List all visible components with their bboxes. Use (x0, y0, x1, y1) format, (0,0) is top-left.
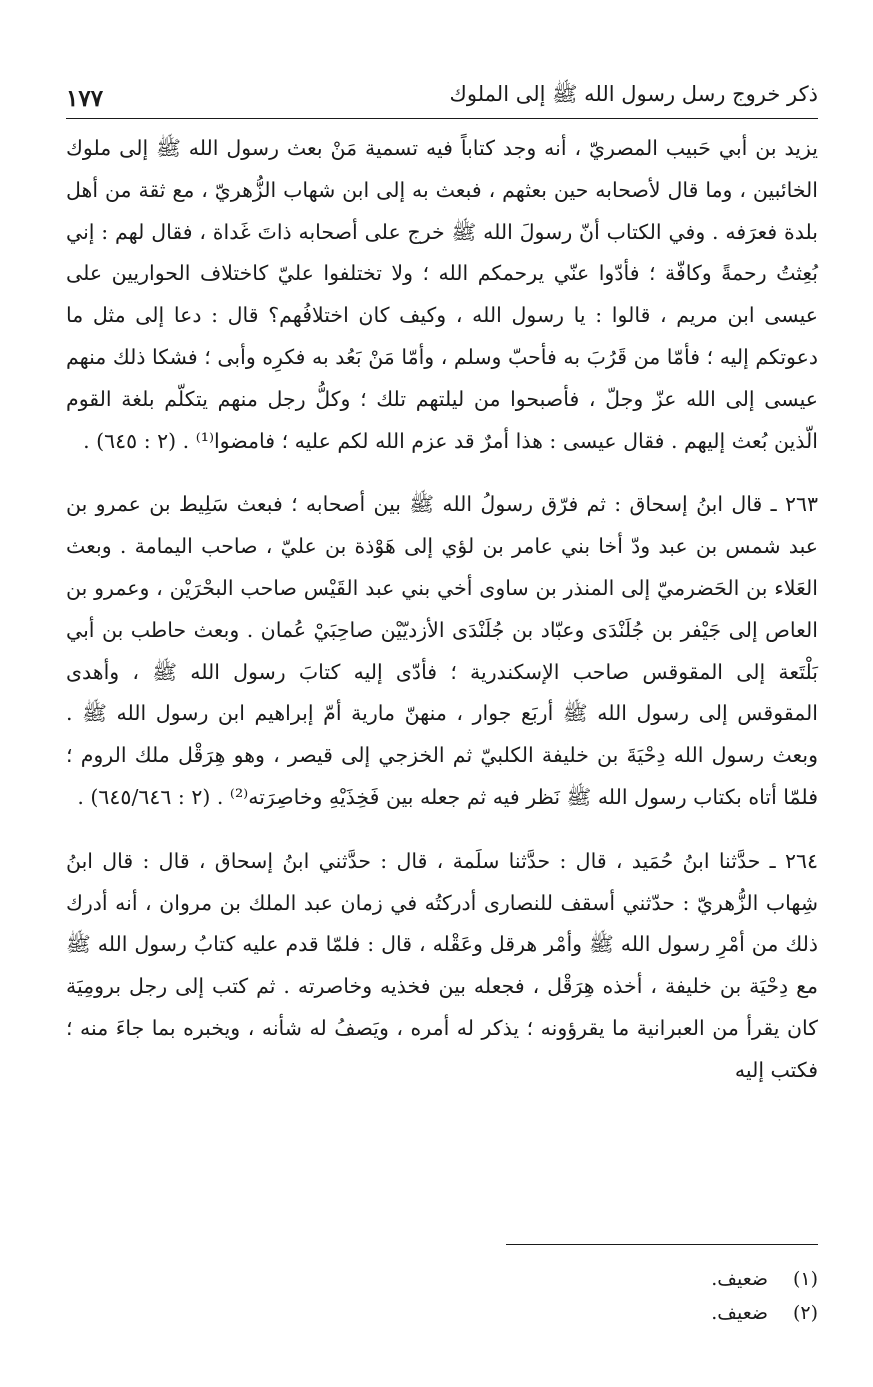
paragraph-263: ٢٦٣ ـ قال ابنُ إسحاق : ثم فرّق رسولُ الله ﷺ بين أصحابه ؛ فبعث سَلِيط بن عمرو بن عبد شمس بن عبد ودّ أخا بني عامر بن لؤي إلى هَوْذة بن عليّ ، صاحب اليمامة . وبعث العَلاء بن الحَضرميّ إلى المنذر بن ساوى أخي بني عبد القَيْس صاحب البحْرَيْن ، وعمرو بن العاص إلى جَيْفر بن جُلَنْدَى وعبّاد بن جُلَنْدَى الأزديّيْن صاحِبَيْ عُمان . وبعث حاطب بن أبي بَلْتَعة إلى المقوقس صاحب الإسكندرية ؛ فأدّى إليه كتابَ رسول الله ﷺ ، وأهدى المقوقس إلى رسول الله ﷺ أربَع جوار ، منهنّ مارية أمّ إبراهيم ابن رسول الله ﷺ . وبعث رسول الله دِحْيَةَ بن خليفة الكلبيّ ثم الخزجي إلى قيصر ، وهو هِرَقْل ملك الروم ؛ فلمّا أتاه بكتاب رسول الله ﷺ نَظر فيه ثم جعله بين فَخِذَيْهِ وخاصِرَته⁽²⁾ . (٢ : ٦٤٥/٦٤٦) . (66, 492, 818, 809)
footnote-text: ضعيف. (711, 1302, 768, 1324)
paragraph-264: ٢٦٤ ـ حدَّثنا ابنُ حُمَيد ، قال : حدَّثنا سلَمة ، قال : حدَّثني ابنُ إسحاق ، قال : قال ابنُ شِهاب الزُّهريّ : حدّثني أسقف للنصارى أدركتُه في زمان عبد الملك بن مروان ، أنه أدرك ذلك من أمْرِ رسول الله ﷺ وأمْر هرقل وعَقْله ، قال : فلمّا قدم عليه كتابُ رسول الله ﷺ مع دِحْيَة بن خليفة ، أخذه هِرَقْل ، فجعله بين فخذيه وخاصرته . ثم كتب إلى رجل برومِيَة كان يقرأ من العبرانية ما يقرؤونه ؛ يذكر له أمره ، ويَصفُ له شأنه ، ويخبره بما جاءَ منه ؛ فكتب إليه (66, 848, 819, 1082)
main-text (66, 128, 818, 1092)
footnote-2 (66, 1296, 818, 1330)
footnote-number: (٢) (792, 1302, 818, 1324)
footnotes (66, 1262, 818, 1330)
footnote-separator (506, 1244, 818, 1245)
page-number: ١٧٧ (66, 85, 104, 112)
page-header (66, 72, 818, 119)
footnote-1 (66, 1262, 818, 1296)
paragraph-continuation: يزيد بن أبي حَبيب المصريّ ، أنه وجد كتاباً فيه تسمية مَنْ بعث رسول الله ﷺ إلى ملوك الخائبين ، وما قال لأصحابه حين بعثهم ، فبعث به إلى ابن شهاب الزُّهريّ ، مع ثقة من أهل بلدة فعرَفه . وفي الكتاب أنّ رسولَ الله ﷺ خرج على أصحابه ذاتَ غَداة ، فقال لهم : إني بُعِثتُ رحمةً وكافّة ؛ فأدّوا عنّي يرحمكم الله ؛ ولا تختلفوا عليّ كاختلاف الحواريين على عيسى ابن مريم ، قالوا : يا رسول الله ، وكيف كان اختلافُهم؟ قال : دعا إلى مثل ما دعوتكم إليه ؛ فأمّا من قَرُبَ به فأحبّ وسلم ، وأمّا مَنْ بَعُد به فكرِه وأبى ؛ فشكا ذلك منهم عيسى إلى الله عزّ وجلّ ، فأصبحوا من ليلتهم تلك ؛ وكلُّ رجل منهم يتكلّم بلغة القوم الّذين بُعث إليهم . فقال عيسى : هذا أمرٌ قد عزم الله لكم عليه ؛ فامضوا⁽¹⁾ . (٢ : ٦٤٥) . (66, 136, 818, 453)
running-title: ذكر خروج رسل رسول الله ﷺ إلى الملوك (449, 82, 818, 106)
footnote-text: ضعيف. (711, 1268, 768, 1290)
footnote-number: (١) (792, 1268, 818, 1290)
